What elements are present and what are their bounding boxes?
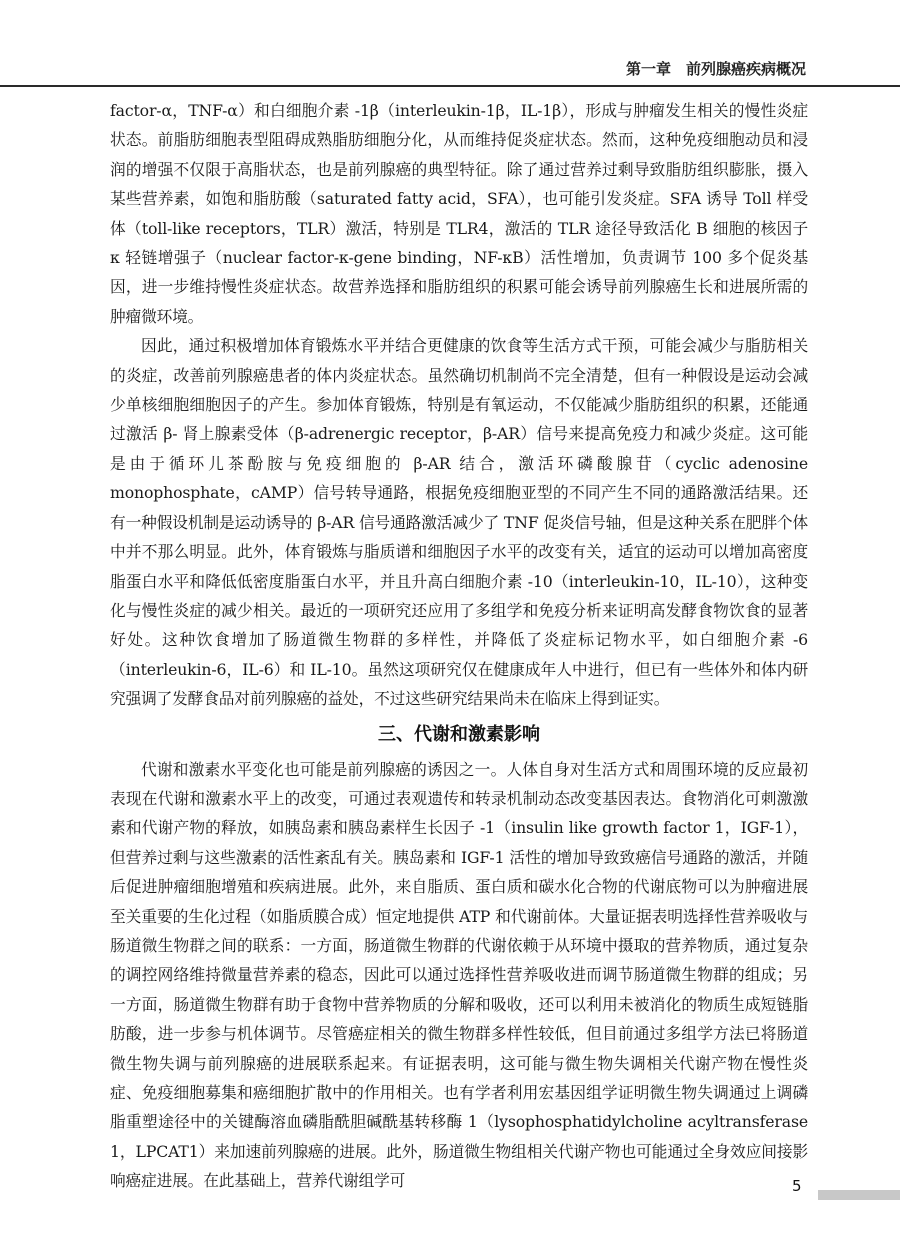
section-heading: 三、代谢和激素影响 (378, 723, 540, 745)
page-body (110, 96, 808, 1196)
body-paragraph-3: 代谢和激素水平变化也可能是前列腺癌的诱因之一。人体自身对生活方式和周围环境的反应最初表现在代谢和激素水平上的改变，可通过表观遗传和转录机制动态改变基因表达。食物消化可刺激激素和代谢产物的释放，如胰岛素和胰岛素样生长因子 -1（insulin like growth factor 1，IGF-1），但营养过剩与这些激素的活性紊乱有关。胰岛素和 IGF-1 活性的增加导致致癌信号通路的激活，并随后促进肿瘤细胞增殖和疾病进展。此外，来自脂质、蛋白质和碳水化合物的代谢底物可以为肿瘤进展至关重要的生化过程（如脂质膜合成）恒定地提供 ATP 和代谢前体。大量证据表明选择性营养吸收与肠道微生物群之间的联系：一方面，肠道微生物群的代谢依赖于从环境中摄取的营养物质，通过复杂的调控网络维持微量营养素的稳态，因此可以通过选择性营养吸收进而调节肠道微生物群的组成；另一方面，肠道微生物群有助于食物中营养物质的分解和吸收，还可以利用未被消化的物质生成短链脂肪酸，进一步参与机体调节。尽管癌症相关的微生物群多样性较低，但目前通过多组学方法已将肠道微生物失调与前列腺癌的进展联系起来。有证据表明，这可能与微生物失调相关代谢产物在慢性炎症、免疫细胞募集和癌细胞扩散中的作用相关。也有学者利用宏基因组学证明微生物失调通过上调磷脂重塑途径中的关键酶溶血磷脂酰胆碱酰基转移酶 1（lysophosphatidylcholine acyltransferase 1，LPCAT1）来加速前列腺癌的进展。此外，肠道微生物组相关代谢产物也可能通过全身效应间接影响癌症进展。在此基础上，营养代谢组学可 (110, 759, 808, 1191)
header-rule (0, 85, 900, 87)
body-paragraph-2: 因此，通过积极增加体育锻炼水平并结合更健康的饮食等生活方式干预，可能会减少与脂肪相关的炎症，改善前列腺癌患者的体内炎症状态。虽然确切机制尚不完全清楚，但有一种假设是运动会减少单核细胞细胞因子的产生。参加体育锻炼，特别是有氧运动，不仅能减少脂肪组织的积累，还能通过激活 β- 肾上腺素受体（β-adrenergic receptor，β-AR）信号来提高免疫力和减少炎症。这可能是由于循环儿茶酚胺与免疫细胞的 β-AR 结合，激活环磷酸腺苷（cyclic adenosine monophosphate，cAMP）信号转导通路，根据免疫细胞亚型的不同产生不同的通路激活结果。还有一种假设机制是运动诱导的 β-AR 信号通路激活减少了 TNF 促炎信号轴，但是这种关系在肥胖个体中并不那么明显。此外，体育锻炼与脂质谱和细胞因子水平的改变有关，适宜的运动可以增加高密度脂蛋白水平和降低低密度脂蛋白水平，并且升高白细胞介素 -10（interleukin-10，IL-10），这种变化与慢性炎症的减少相关。最近的一项研究还应用了多组学和免疫分析来证明高发酵食物饮食的显著好处。这种饮食增加了肠道微生物群的多样性，并降低了炎症标记物水平，如白细胞介素 -6（interleukin-6，IL-6）和 IL-10。虽然这项研究仅在健康成年人中进行，但已有一些体外和体内研究强调了发酵食品对前列腺癌的益处，不过这些研究结果尚未在临床上得到证实。 (110, 336, 808, 709)
footer-bar (818, 1190, 900, 1200)
page-number: 5 (792, 1177, 802, 1195)
body-paragraph-1: factor-α，TNF-α）和白细胞介素 -1β（interleukin-1β，IL-1β），形成与肿瘤发生相关的慢性炎症状态。前脂肪细胞表型阻碍成熟脂肪细胞分化，从而维持促炎症状态。然而，这种免疫细胞动员和浸润的增强不仅限于高脂状态，也是前列腺癌的典型特征。除了通过营养过剩导致脂肪组织膨胀，摄入某些营养素，如饱和脂肪酸（saturated fatty acid，SFA），也可能引发炎症。SFA 诱导 Toll 样受体（toll-like receptors，TLR）激活，特别是 TLR4，激活的 TLR 途径导致活化 B 细胞的核因子 κ 轻链增强子（nuclear factor-κ-gene binding，NF-κB）活性增加，负责调节 100 多个促炎基因，进一步维持慢性炎症状态。故营养选择和脂肪组织的积累可能会诱导前列腺癌生长和进展所需的肿瘤微环境。 (110, 101, 808, 326)
running-head-title: 第一章 前列腺癌疾病概况 (625, 60, 806, 78)
